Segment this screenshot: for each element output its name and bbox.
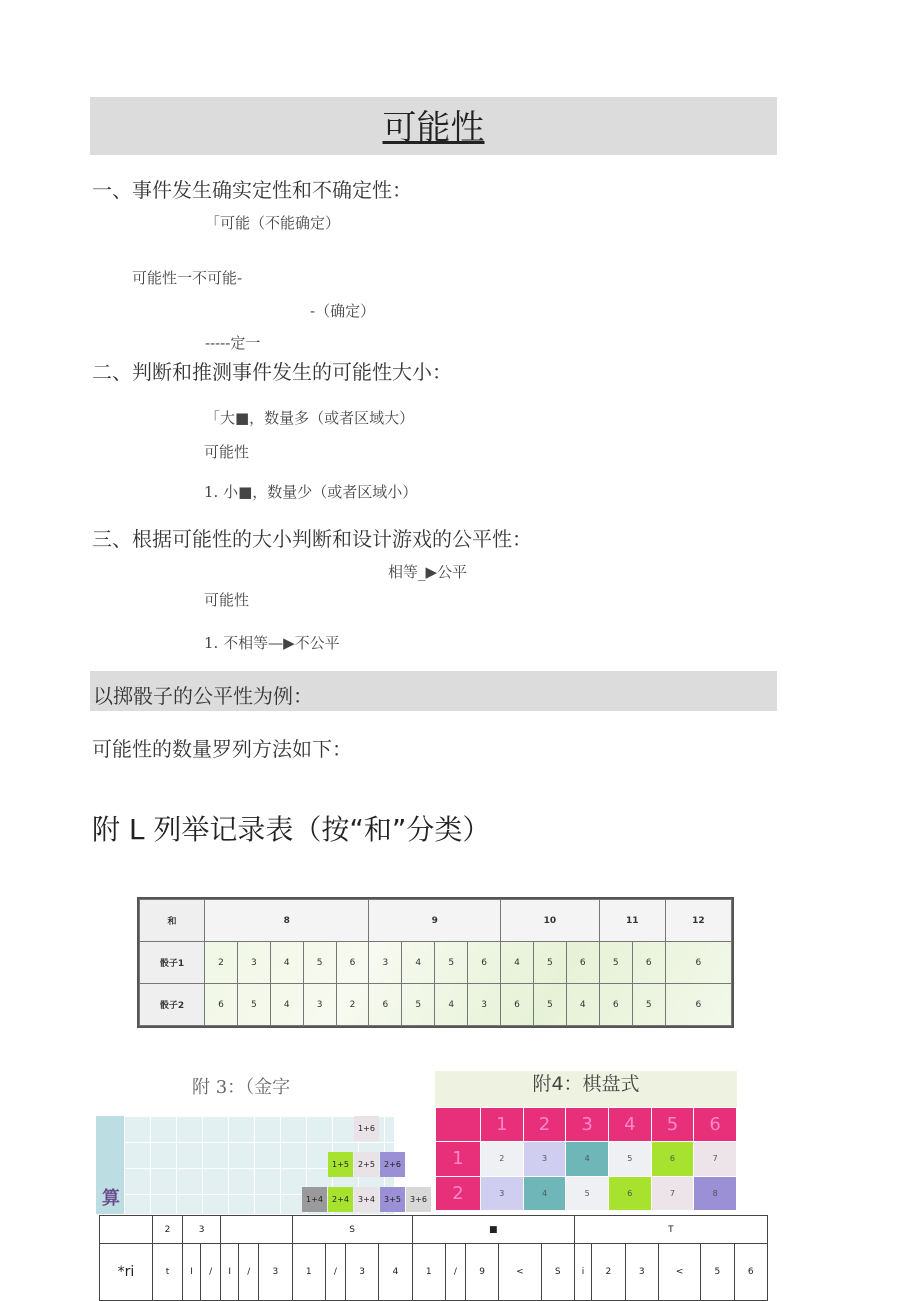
bottom-corner	[100, 1216, 153, 1244]
section3-line3: 1. 不相等—▶不公平	[204, 634, 340, 652]
chessboard-header: 6	[694, 1108, 737, 1142]
dice1-cell: 5	[435, 942, 468, 984]
bottom-cell: /	[325, 1244, 345, 1301]
pyramid-chart	[96, 1116, 427, 1214]
dice2-cell: 3	[303, 984, 336, 1026]
dice1-cell: 3	[369, 942, 402, 984]
bottom-row-label: *ri	[100, 1244, 153, 1301]
bottom-cell: 1	[292, 1244, 325, 1301]
bottom-cell: 3	[259, 1244, 292, 1301]
dice1-cell: 6	[468, 942, 501, 984]
pyramid-cell: 3+4	[354, 1187, 379, 1212]
chessboard-chart	[435, 1071, 737, 1211]
chessboard-header: 5	[651, 1108, 694, 1142]
section2-line2: 可能性	[204, 443, 250, 461]
bottom-cell: 5	[701, 1244, 734, 1301]
chessboard-cell: 3	[481, 1176, 524, 1210]
bottom-header-empty	[221, 1216, 292, 1244]
bottom-cell: 6	[734, 1244, 768, 1301]
chessboard-cell: 6	[651, 1142, 694, 1176]
pyramid-cell: 1+6	[354, 1116, 379, 1141]
dice2-cell: 4	[270, 984, 303, 1026]
section1-line1: 「可能（不能确定）	[205, 214, 341, 232]
dice2-cell: 6	[501, 984, 534, 1026]
dice1-cell: 6	[632, 942, 665, 984]
chessboard-header: 2	[523, 1108, 566, 1142]
dice1-cell: 5	[599, 942, 632, 984]
chessboard-row-label: 1	[436, 1142, 481, 1176]
chessboard-header: 3	[566, 1108, 609, 1142]
chessboard-corner	[436, 1108, 481, 1142]
bottom-header: S	[292, 1216, 412, 1244]
bottom-cell: i	[574, 1244, 591, 1301]
row-label-dice2: 骰子2	[140, 984, 205, 1026]
dice2-cell: 2	[336, 984, 369, 1026]
sum-header: 9	[369, 900, 501, 942]
dice2-cell: 3	[468, 984, 501, 1026]
bottom-header: 2	[153, 1216, 183, 1244]
chessboard-cell: 5	[608, 1142, 651, 1176]
dice2-cell: 6	[665, 984, 731, 1026]
section3-heading: 三、根据可能性的大小判断和设计游戏的公平性：	[92, 527, 532, 551]
dice1-cell: 5	[533, 942, 566, 984]
dice2-cell: 4	[566, 984, 599, 1026]
bottom-cell: 1	[412, 1244, 445, 1301]
dice1-cell: 6	[336, 942, 369, 984]
pyramid-cell: 2+4	[328, 1187, 353, 1212]
row-label-sum: 和	[140, 900, 205, 942]
bottom-cell: /	[239, 1244, 259, 1301]
sum-header: 12	[665, 900, 731, 942]
dice1-cell: 2	[205, 942, 238, 984]
bottom-cell: 3	[625, 1244, 658, 1301]
pyramid-cell: 3+5	[380, 1187, 405, 1212]
appendix1-title: 附 L 列举记录表（按“和”分类）	[92, 813, 491, 846]
bottom-cell: /	[201, 1244, 221, 1301]
bottom-header: T	[574, 1216, 767, 1244]
bottom-cell: 2	[592, 1244, 625, 1301]
dice1-cell: 6	[566, 942, 599, 984]
bottom-cell: <	[499, 1244, 541, 1301]
section3-line1: 相等_▶公平	[388, 563, 468, 581]
dice2-cell: 6	[369, 984, 402, 1026]
page-title: 可能性	[382, 108, 485, 148]
bottom-cell: 4	[379, 1244, 412, 1301]
bottom-cell: 3	[345, 1244, 378, 1301]
bottom-cell: I	[183, 1244, 201, 1301]
method-text: 可能性的数量罗列方法如下：	[92, 737, 352, 761]
dice1-cell: 4	[270, 942, 303, 984]
dice2-cell: 6	[599, 984, 632, 1026]
dice1-cell: 3	[237, 942, 270, 984]
enumeration-table	[137, 897, 734, 1028]
example-heading: 以掷骰子的公平性为例：	[93, 684, 313, 708]
section2-line1: 「大■，数量多（或者区域大）	[205, 409, 415, 427]
sum-header: 8	[205, 900, 369, 942]
chessboard-row-label: 2	[436, 1176, 481, 1210]
dice1-cell: 4	[402, 942, 435, 984]
dice1-cell: 4	[501, 942, 534, 984]
dice2-cell: 5	[632, 984, 665, 1026]
chessboard-cell: 6	[608, 1176, 651, 1210]
dice1-cell: 6	[665, 942, 731, 984]
chessboard-cell: 4	[566, 1142, 609, 1176]
section1-line3: -（确定）	[310, 302, 376, 320]
dice2-cell: 5	[533, 984, 566, 1026]
bottom-cell: 9	[465, 1244, 498, 1301]
chessboard-cell: 7	[651, 1176, 694, 1210]
sum-header: 11	[599, 900, 665, 942]
bottom-header: ■	[412, 1216, 574, 1244]
chessboard-header: 4	[608, 1108, 651, 1142]
chessboard-cell: 7	[694, 1142, 737, 1176]
chessboard-cell: 4	[523, 1176, 566, 1210]
appendix3-label: 附 3：（金字	[192, 1077, 291, 1098]
pyramid-side	[96, 1116, 124, 1214]
row-label-dice1: 骰子1	[140, 942, 205, 984]
sum-header: 10	[501, 900, 600, 942]
dice2-cell: 5	[237, 984, 270, 1026]
chessboard-cell: 8	[694, 1176, 737, 1210]
section1-line4: -----定一	[205, 334, 261, 352]
bottom-cell: t	[153, 1244, 183, 1301]
pyramid-side-char: 算	[102, 1188, 120, 1209]
chessboard-cell: 3	[523, 1142, 566, 1176]
pyramid-cell: 2+5	[354, 1152, 379, 1177]
pyramid-cell: 3+6	[406, 1187, 431, 1212]
section2-heading: 二、判断和推测事件发生的可能性大小：	[92, 360, 452, 384]
bottom-table	[99, 1215, 768, 1301]
dice2-cell: 5	[402, 984, 435, 1026]
chessboard-header: 1	[481, 1108, 524, 1142]
section2-line3: 1. 小■，数量少（或者区域小）	[204, 483, 418, 501]
bottom-cell: I	[221, 1244, 239, 1301]
bottom-header: 3	[183, 1216, 221, 1244]
section1-heading: 一、事件发生确实定性和不确定性：	[92, 178, 412, 202]
bottom-cell: S	[541, 1244, 574, 1301]
dice1-cell: 5	[303, 942, 336, 984]
appendix4-title: 附4：棋盘式	[532, 1073, 640, 1095]
dice2-cell: 6	[205, 984, 238, 1026]
pyramid-cell: 2+6	[380, 1152, 405, 1177]
chessboard-cell: 2	[481, 1142, 524, 1176]
chessboard-cell: 5	[566, 1176, 609, 1210]
section1-line2: 可能性一不可能-	[132, 269, 243, 287]
dice2-cell: 4	[435, 984, 468, 1026]
pyramid-cell: 1+4	[302, 1187, 327, 1212]
pyramid-cell: 1+5	[328, 1152, 353, 1177]
bottom-cell: /	[445, 1244, 465, 1301]
section3-line2: 可能性	[204, 591, 250, 609]
bottom-cell: <	[658, 1244, 700, 1301]
